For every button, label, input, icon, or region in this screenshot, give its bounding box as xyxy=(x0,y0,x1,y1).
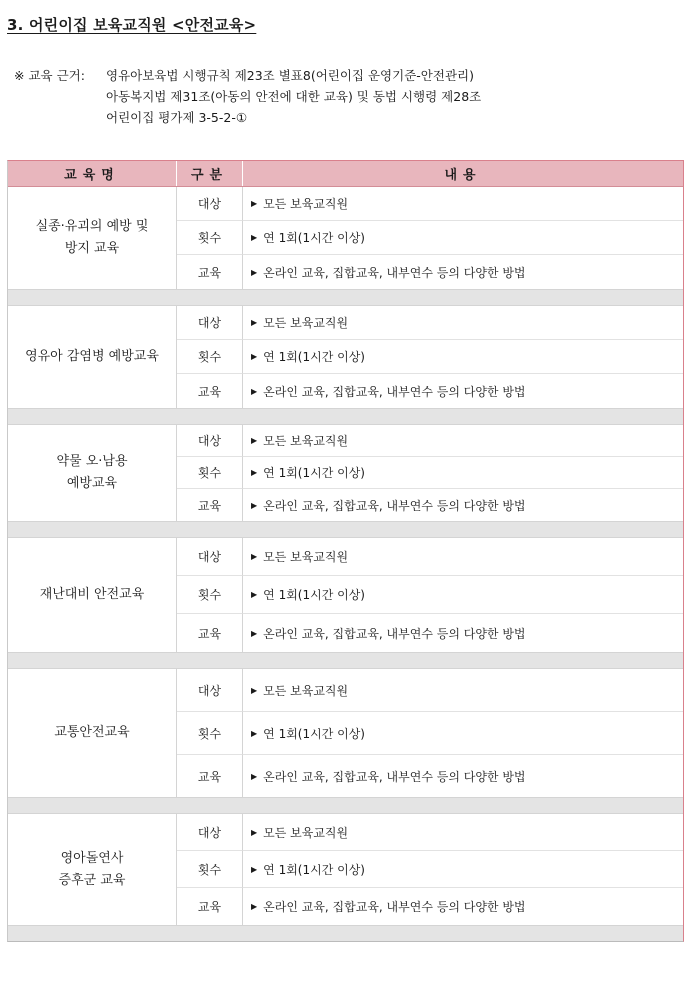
basis-line: 영유아보육법 시행규칙 제23조 별표8(어린이집 운영기준-안전관리) xyxy=(106,68,474,83)
content-cell xyxy=(243,340,683,374)
bullet-icon: ▶ xyxy=(251,500,258,510)
category-cell: 대상 xyxy=(177,814,243,851)
bullet-icon: ▶ xyxy=(251,628,258,638)
content-cell xyxy=(243,538,683,576)
content-cell xyxy=(243,255,683,289)
content-text: 모든 보육교직원 xyxy=(263,825,349,840)
content-text: 모든 보육교직원 xyxy=(263,683,349,698)
table-header xyxy=(8,161,683,187)
content-text: 연 1회(1시간 이상) xyxy=(263,862,365,877)
table-group xyxy=(8,425,683,522)
category-cell: 교육 xyxy=(177,755,243,797)
group-separator xyxy=(8,290,683,306)
content-text: 온라인 교육, 집합교육, 내부연수 등의 다양한 방법 xyxy=(263,769,526,784)
content-text: 연 1회(1시간 이상) xyxy=(263,588,365,602)
content-cell xyxy=(243,614,683,652)
category-cell: 교육 xyxy=(177,888,243,925)
table-group xyxy=(8,814,683,926)
content-text: 모든 보육교직원 xyxy=(263,550,349,564)
content-cell xyxy=(243,221,683,255)
category-cell: 대상 xyxy=(177,538,243,576)
bullet-icon: ▶ xyxy=(251,902,258,911)
bullet-icon: ▶ xyxy=(251,590,258,599)
content-text: 모든 보육교직원 xyxy=(263,316,349,330)
category-cell: 횟수 xyxy=(177,340,243,374)
bullet-icon: ▶ xyxy=(251,267,258,277)
header-content: 내용 xyxy=(444,168,482,183)
category-cell: 횟수 xyxy=(177,712,243,755)
group-separator xyxy=(8,409,683,425)
content-cell xyxy=(243,489,683,521)
content-cell xyxy=(243,457,683,489)
content-text: 온라인 교육, 집합교육, 내부연수 등의 다양한 방법 xyxy=(263,498,526,513)
education-name-cell: 약물 오·남용 예방교육 xyxy=(8,425,177,521)
bullet-icon: ▶ xyxy=(251,728,258,738)
category-cell: 횟수 xyxy=(177,221,243,255)
education-name-cell: 재난대비 안전교육 xyxy=(8,538,177,652)
content-cell xyxy=(243,814,683,851)
bullet-icon: ▶ xyxy=(251,233,258,242)
education-name-cell: 교통안전교육 xyxy=(8,669,177,797)
bullet-icon: ▶ xyxy=(251,864,258,874)
content-text: 연 1회(1시간 이상) xyxy=(263,231,365,245)
category-cell: 횟수 xyxy=(177,576,243,614)
page-title: 3. 어린이집 보육교직원 <안전교육> xyxy=(7,16,257,34)
content-cell xyxy=(243,425,683,457)
content-cell xyxy=(243,888,683,925)
category-cell: 교육 xyxy=(177,614,243,652)
content-text: 온라인 교육, 집합교육, 내부연수 등의 다양한 방법 xyxy=(263,384,526,399)
group-separator xyxy=(8,798,683,814)
content-text: 연 1회(1시간 이상) xyxy=(263,726,365,741)
table-body xyxy=(8,187,683,941)
content-cell xyxy=(243,755,683,797)
category-cell: 횟수 xyxy=(177,851,243,888)
content-cell xyxy=(243,306,683,340)
education-basis xyxy=(14,65,481,128)
content-text: 온라인 교육, 집합교육, 내부연수 등의 다양한 방법 xyxy=(263,265,526,280)
basis-label: ※ 교육 근거: xyxy=(14,68,85,83)
category-cell: 대상 xyxy=(177,669,243,712)
bullet-icon: ▶ xyxy=(251,771,258,781)
category-cell: 대상 xyxy=(177,187,243,221)
group-separator xyxy=(8,926,683,941)
header-category: 구분 xyxy=(177,161,243,186)
content-text: 연 1회(1시간 이상) xyxy=(263,466,365,480)
table-group xyxy=(8,187,683,290)
content-cell xyxy=(243,712,683,755)
content-text: 온라인 교육, 집합교육, 내부연수 등의 다양한 방법 xyxy=(263,900,526,914)
category-cell: 교육 xyxy=(177,374,243,408)
education-table xyxy=(7,160,684,942)
bullet-icon: ▶ xyxy=(251,318,258,327)
content-cell xyxy=(243,851,683,888)
content-cell xyxy=(243,374,683,408)
bullet-icon: ▶ xyxy=(251,552,258,561)
bullet-icon: ▶ xyxy=(251,436,258,445)
bullet-icon: ▶ xyxy=(251,827,258,837)
category-cell: 대상 xyxy=(177,306,243,340)
bullet-icon: ▶ xyxy=(251,352,258,361)
category-cell: 횟수 xyxy=(177,457,243,489)
header-education-name: 교육명 xyxy=(8,161,177,186)
table-group xyxy=(8,538,683,653)
category-cell: 교육 xyxy=(177,255,243,289)
education-name-cell: 실종·유괴의 예방 및 방지 교육 xyxy=(8,187,177,289)
group-separator xyxy=(8,653,683,669)
category-cell: 교육 xyxy=(177,489,243,521)
group-separator xyxy=(8,522,683,538)
content-text: 모든 보육교직원 xyxy=(263,197,349,211)
bullet-icon: ▶ xyxy=(251,468,258,477)
education-name-cell: 영아돌연사 증후군 교육 xyxy=(8,814,177,925)
category-cell: 대상 xyxy=(177,425,243,457)
basis-line: 아동복지법 제31조(아동의 안전에 대한 교육) 및 동법 시행령 제28조 xyxy=(106,89,482,104)
content-text: 연 1회(1시간 이상) xyxy=(263,350,365,364)
bullet-icon: ▶ xyxy=(251,685,258,695)
content-cell xyxy=(243,576,683,614)
content-cell xyxy=(243,187,683,221)
content-text: 모든 보육교직원 xyxy=(263,434,349,448)
table-group xyxy=(8,669,683,798)
content-cell xyxy=(243,669,683,712)
bullet-icon: ▶ xyxy=(251,199,258,208)
table-group xyxy=(8,306,683,409)
education-name-cell: 영유아 감염병 예방교육 xyxy=(8,306,177,408)
bullet-icon: ▶ xyxy=(251,386,258,396)
basis-line: 어린이집 평가제 3-5-2-① xyxy=(106,110,248,125)
content-text: 온라인 교육, 집합교육, 내부연수 등의 다양한 방법 xyxy=(263,626,526,641)
